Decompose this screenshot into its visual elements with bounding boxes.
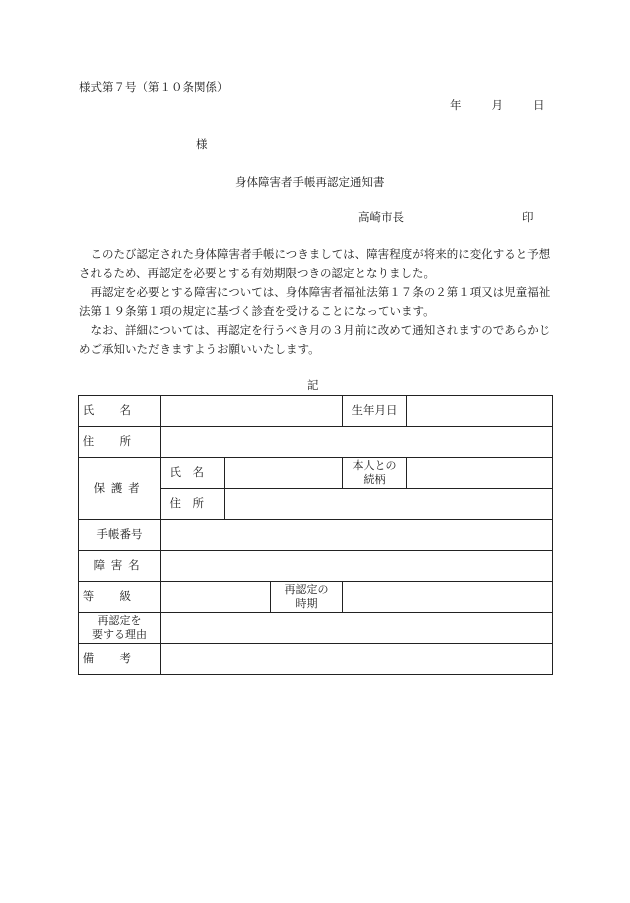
name-label: 氏名 <box>82 403 157 418</box>
address-label: 住所 <box>82 434 157 449</box>
relationship-label-line1: 本人との <box>352 459 397 472</box>
paragraph-2: 再認定を必要とする障害については、身体障害者福祉法第１７条の２第１項又は児童福祉法第１９条第１項の規定に基づく診査を受けることになっています。 <box>79 285 551 318</box>
remarks-field[interactable] <box>161 644 553 675</box>
document-title: 身体障害者手帳再認定通知書 <box>235 175 385 189</box>
issuer: 高崎市長 <box>358 210 404 224</box>
disability-name-label: 障害名 <box>93 558 146 573</box>
remarks-label: 備考 <box>82 651 157 666</box>
seal-mark: 印 <box>522 210 534 224</box>
recert-reason-field[interactable] <box>161 613 553 644</box>
date-line <box>450 100 545 112</box>
table-row <box>79 582 553 613</box>
form-number: 様式第７号（第１０条関係） <box>79 80 229 94</box>
recert-reason-label-line2: 要する理由 <box>92 628 147 641</box>
guardian-name-field[interactable] <box>225 458 343 489</box>
table-row <box>79 427 553 458</box>
birthdate-label-cell <box>343 396 407 427</box>
table-row <box>79 644 553 675</box>
guardian-address-field[interactable] <box>225 489 553 520</box>
guardian-name-label: 氏名 <box>169 465 216 480</box>
disability-name-field[interactable] <box>161 551 553 582</box>
date-day: 日 <box>533 98 545 112</box>
paragraph-1: このたび認定された身体障害者手帳につきましては、障害程度が将来的に変化すると予想されるため、再認定を必要とする有効期限つきの認定となりました。 <box>79 247 551 280</box>
address-field[interactable] <box>161 427 553 458</box>
birthdate-label: 生年月日 <box>351 403 398 418</box>
table-row <box>79 551 553 582</box>
table-row <box>79 613 553 644</box>
recert-timing-label-line1: 再認定の <box>284 583 329 596</box>
notebook-number-label: 手帳番号 <box>96 527 143 542</box>
table-row <box>79 520 553 551</box>
table-row <box>79 458 553 489</box>
date-month: 月 <box>491 98 503 112</box>
grade-field[interactable] <box>161 582 271 613</box>
guardian-address-label: 住所 <box>169 496 216 511</box>
birthdate-field[interactable] <box>407 396 553 427</box>
recert-reason-label-line1: 再認定を <box>97 614 142 627</box>
addressee-suffix: 様 <box>196 137 208 151</box>
notebook-number-field[interactable] <box>161 520 553 551</box>
name-field[interactable] <box>161 396 343 427</box>
guardian-label: 保護者 <box>93 480 146 495</box>
grade-label: 等級 <box>82 589 157 604</box>
paragraph-3: なお、詳細については、再認定を行うべき月の３月前に改めて通知されますのであらかじめご承知いただきますようお願いいたします。 <box>79 323 551 356</box>
info-table <box>78 395 553 675</box>
date-year: 年 <box>450 98 462 112</box>
table-row <box>79 396 553 427</box>
ki-heading: 記 <box>307 378 319 392</box>
name-label-cell <box>79 396 161 427</box>
relationship-label-line2: 続柄 <box>363 473 386 486</box>
relationship-field[interactable] <box>407 458 553 489</box>
recert-timing-field[interactable] <box>343 582 553 613</box>
recert-timing-label-line2: 時期 <box>295 597 318 610</box>
